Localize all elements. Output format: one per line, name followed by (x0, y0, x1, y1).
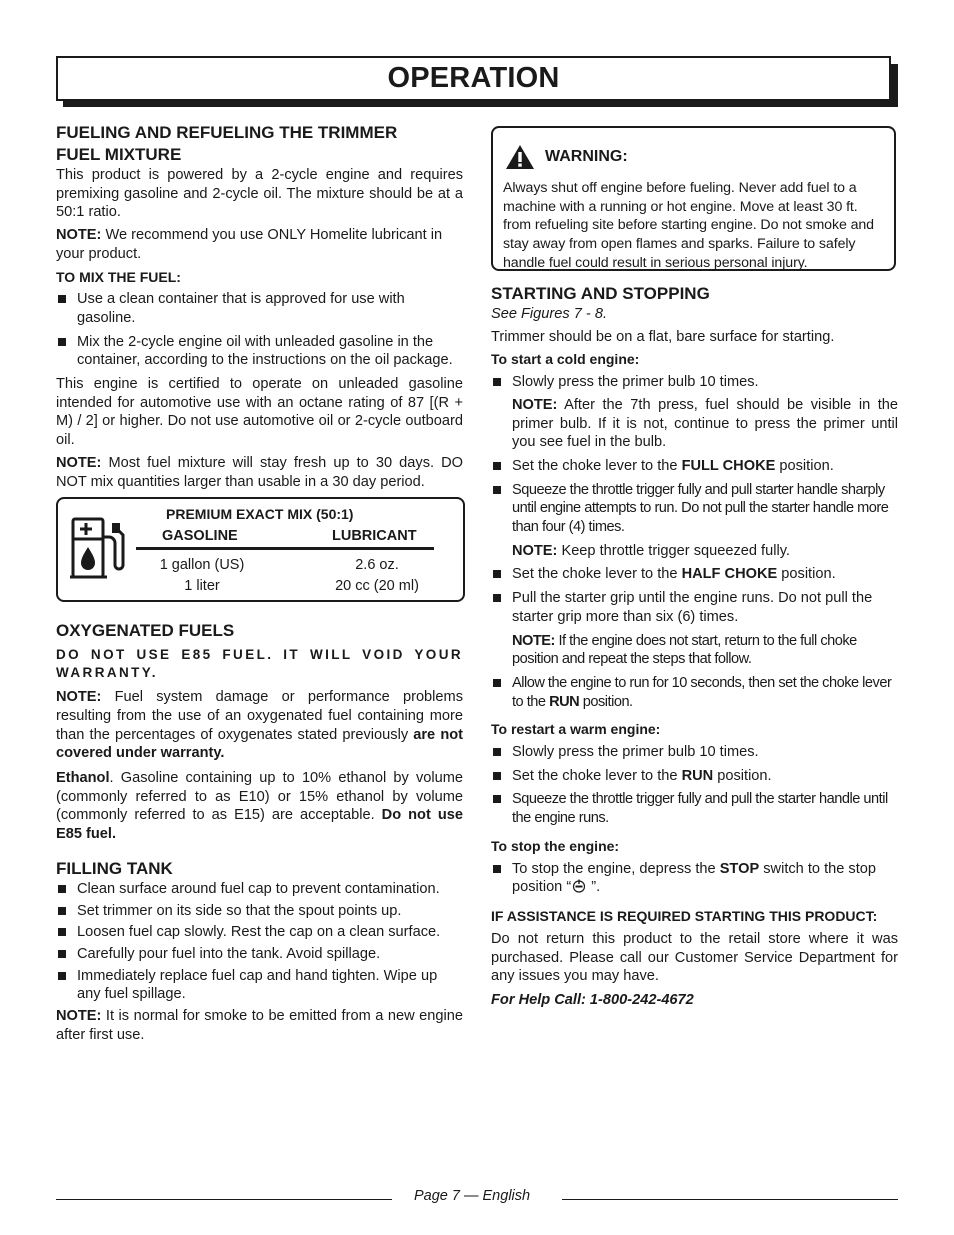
intro-paragraph: This product is powered by a 2-cycle engine and requires premixing gasoline and 2-cycle oil. The mixture should be at a 50:1 ratio. (56, 167, 463, 221)
page-title: OPERATION (56, 56, 891, 101)
mix-col-lubricant: LUBRICANT (332, 528, 417, 545)
list-item: Slowly press the primer bulb 10 times. (491, 373, 898, 392)
list-item: Clean surface around fuel cap to prevent contamination. (56, 880, 463, 899)
warning-triangle-icon (505, 144, 535, 170)
assistance-heading: IF ASSISTANCE IS REQUIRED STARTING THIS PRODUCT: (491, 907, 878, 924)
note-oxygenated: NOTE: Fuel system damage or performance problems resulting from the use of an oxygenated fuel containing more than the percentages of oxygenates stated previously are not covered under warranty. (56, 689, 464, 762)
starting-heading: STARTING AND STOPPING (491, 284, 710, 303)
list-item: Loosen fuel cap slowly. Rest the cap on a clean surface. (56, 923, 463, 942)
help-call: For Help Call: 1-800-242-4672 (491, 992, 694, 1009)
filling-bullet-list (56, 880, 463, 1004)
cold-engine-list (491, 373, 898, 392)
warm-engine-heading: To restart a warm engine: (491, 721, 661, 738)
oxygenated-heading: OXYGENATED FUELS (56, 621, 235, 641)
list-item: Allow the engine to run for 10 seconds, then set the choke lever to the RUN position. (491, 674, 898, 711)
list-item: Mix the 2-cycle engine oil with unleaded gasoline in the container, according to the instructions on the oil package. (56, 333, 463, 370)
mix-cell: 2.6 oz. (355, 557, 399, 574)
ethanol-paragraph: Ethanol. Gasoline containing up to 10% ethanol by volume (commonly referred to as E10) or 15% ethanol by volume (commonly referred to as E15) are acceptable. Do not use E85 fuel. (56, 770, 463, 843)
fuel-pump-icon (70, 517, 126, 581)
mix-table-title: PREMIUM EXACT MIX (50:1) (166, 506, 354, 523)
flat-surface-text: Trimmer should be on a flat, bare surface for starting. (491, 328, 835, 345)
list-item: To stop the engine, depress the STOP switch to the stop position “ ”. (491, 860, 898, 897)
list-item: Set the choke lever to the RUN position. (491, 767, 898, 786)
assistance-text: Do not return this product to the retail store where it was purchased. Please call our Customer Service Department for any issues you may have. (491, 930, 898, 985)
cold-engine-list (491, 457, 898, 537)
list-item: Immediately replace fuel cap and hand tighten. Wipe up any fuel spillage. (56, 967, 463, 1004)
warning-box (491, 126, 896, 271)
right-column (491, 121, 898, 1014)
mix-table (56, 497, 465, 602)
certified-paragraph: This engine is certified to operate on unleaded gasoline intended for automotive use with an octane rating of 87 [(R + M) / 2] or higher. Do not use automotive oil or 2-cycle outboard oil. (56, 376, 463, 449)
left-column (56, 122, 463, 1049)
list-item: Set the choke lever to the HALF CHOKE position. (491, 565, 898, 584)
mix-cell: 1 liter (184, 578, 220, 595)
stop-engine-list (491, 860, 898, 897)
note-smoke: NOTE: It is normal for smoke to be emitted from a new engine after first use. (56, 1008, 463, 1043)
stop-engine-heading: To stop the engine: (491, 837, 620, 854)
note-lubricant: NOTE: We recommend you use ONLY Homelite lubricant in your product. (56, 227, 443, 262)
mix-bullet-list (56, 290, 463, 370)
warning-text: Always shut off engine before fueling. Never add fuel to a machine with a running or hot engine. Move at least 30 ft. from refueling site before starting engine. Do not smoke and stay away from open flames and sparks. Failure to safely handle fuel could result in serious personal injury. (503, 180, 874, 271)
list-item: Set the choke lever to the FULL CHOKE position. (491, 457, 898, 476)
cold-engine-list (491, 674, 898, 711)
cold-note-1: NOTE: After the 7th press, fuel should be visible in the primer bulb. If it is not, continue to press the primer until you see fuel in the bulb. (512, 396, 898, 451)
e85-warning: DO NOT USE E85 FUEL. IT WILL VOID YOUR WARRANTY. (56, 647, 463, 681)
page-number: Page 7 — English (414, 1188, 531, 1204)
list-item: Use a clean container that is approved for use with gasoline. (56, 290, 463, 327)
list-item: Slowly press the primer bulb 10 times. (491, 743, 898, 762)
mix-cell: 1 gallon (US) (159, 557, 245, 574)
fueling-heading: FUELING AND REFUELING THE TRIMMER (56, 123, 398, 142)
see-figures: See Figures 7 - 8. (491, 306, 607, 322)
stop-switch-icon (571, 879, 587, 893)
list-item: Set trimmer on its side so that the spout points up. (56, 902, 463, 921)
cold-note-2: NOTE: Keep throttle trigger squeezed fully. (512, 542, 790, 559)
list-item: Squeeze the throttle trigger fully and pull starter handle sharply until engine attempts to run. Do not pull the starter handle more than four (4) times. (491, 481, 898, 537)
fuel-mixture-heading: FUEL MIXTURE (56, 145, 182, 164)
cold-engine-heading: To start a cold engine: (491, 351, 640, 368)
list-item: Pull the starter grip until the engine runs. Do not pull the starter grip more than six (6) times. (491, 589, 898, 626)
footer-rule-left (56, 1199, 392, 1200)
warning-header (503, 144, 884, 170)
footer-rule-right (562, 1199, 898, 1200)
mix-col-gasoline: GASOLINE (162, 528, 238, 545)
note-fresh: NOTE: Most fuel mixture will stay fresh up to 30 days. DO NOT mix quantities larger than usable in a 30 day period. (56, 454, 463, 490)
mix-table-rule (136, 547, 434, 550)
warm-engine-list (491, 743, 898, 828)
list-item: Carefully pour fuel into the tank. Avoid spillage. (56, 945, 463, 964)
to-mix-heading: TO MIX THE FUEL: (56, 268, 181, 285)
cold-note-3: NOTE: If the engine does not start, return to the full choke position and repeat the steps that follow. (512, 632, 857, 668)
filling-heading: FILLING TANK (56, 858, 173, 878)
mix-cell: 20 cc (20 ml) (335, 578, 419, 595)
list-item: Squeeze the throttle trigger fully and pull the starter handle until the engine runs. (491, 790, 898, 827)
cold-engine-list (491, 565, 898, 626)
warning-heading: WARNING: (545, 147, 628, 165)
